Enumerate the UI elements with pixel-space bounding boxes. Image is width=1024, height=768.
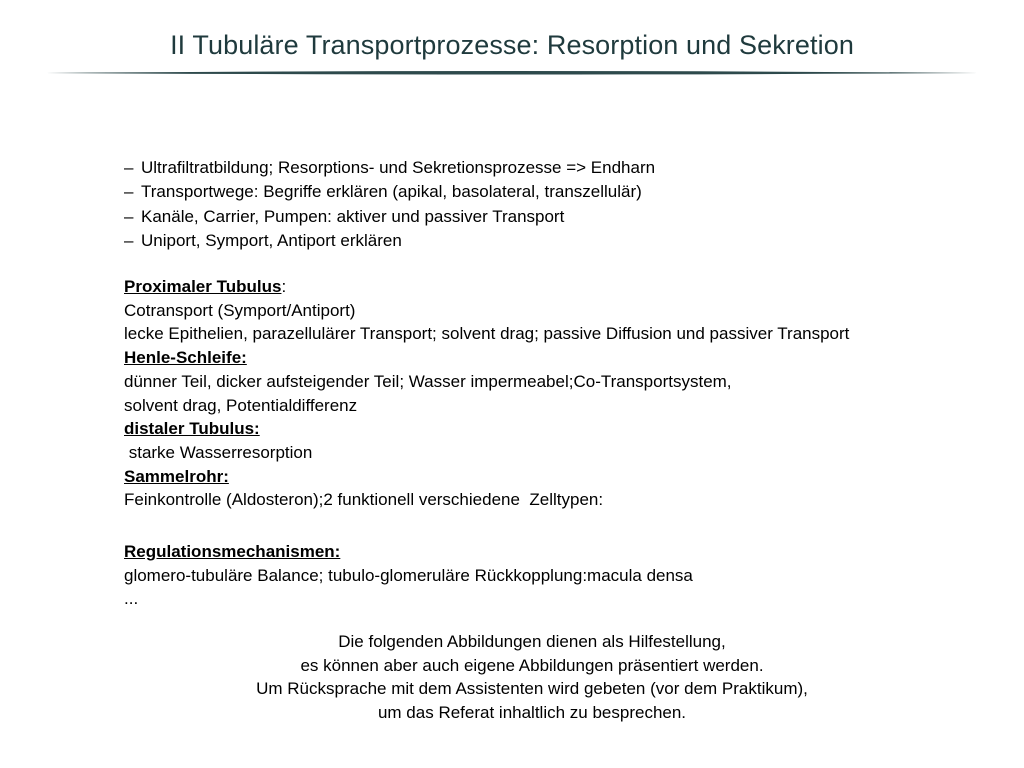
topic-item: – Transportwege: Begriffe erklären (apikal, basolateral, transzellulär) — [124, 180, 655, 204]
dash-icon: – — [124, 206, 134, 226]
heading-proximal-tubulus: Proximaler Tubulus — [124, 277, 282, 296]
note-line: um das Referat inhaltlich zu besprechen. — [377, 703, 687, 723]
note-line: Um Rücksprache mit dem Assistenten wird gebeten (vor dem Praktikum), — [256, 679, 808, 699]
section-line: starke Wasserresorption — [124, 442, 313, 462]
heading-henle-schleife: Henle-Schleife: — [124, 348, 247, 368]
section-line: lecke Epithelien, parazellulärer Transport; solvent drag; passive Diffusion und passiver Transport — [124, 324, 850, 344]
title-divider — [46, 70, 978, 76]
topic-item: – Uniport, Symport, Antiport erklären — [124, 229, 655, 253]
section-line: Feinkontrolle (Aldosteron);2 funktionell verschiedene Zelltypen: — [124, 490, 604, 510]
dash-icon: – — [124, 230, 134, 250]
section-line: glomero-tubuläre Balance; tubulo-glomeruläre Rückkopplung:macula densa — [124, 565, 693, 585]
section-line: dünner Teil, dicker aufsteigender Teil; Wasser impermeabel;Co-Transportsystem, — [124, 371, 732, 391]
heading-sammelrohr: Sammelrohr: — [124, 466, 229, 486]
dash-icon: – — [124, 158, 134, 177]
slide-title: II Tubuläre Transportprozesse: Resorption und Sekretion — [170, 30, 854, 60]
section-line: Cotransport (Symport/Antiport) — [124, 300, 356, 320]
heading-regulationsmechanismen: Regulationsmechanismen: — [124, 542, 341, 561]
section-proximal: Proximaler Tubulus: Cotransport (Symport/Antiport) lecke Epithelien, parazellulärer Transport; solvent drag; passive Diffusion und passiver Transport Henle-Schleife: dünner Teil, dicker aufsteigender Teil; Wasser impermeabel;Co-Transportsystem, solvent drag, Potentialdifferenz distaler Tubulus: starke Wasserresorption Sammelrohr: Feinkontrolle (Aldosteron);2 funktionell verschiedene Zelltypen: — [124, 275, 849, 512]
topic-list — [124, 156, 655, 253]
topic-item: – Ultrafiltratbildung; Resorptions- und Sekretionsprozesse => Endharn — [124, 156, 655, 180]
note-line: Die folgenden Abbildungen dienen als Hilfestellung, — [338, 632, 726, 651]
note-line: es können aber auch eigene Abbildungen präsentiert werden. — [300, 655, 764, 675]
heading-distaler-tubulus: distaler Tubulus: — [124, 419, 260, 439]
section-regulation — [124, 540, 693, 611]
dash-icon: – — [124, 182, 134, 202]
section-line: ... — [124, 589, 139, 609]
topic-item: – Kanäle, Carrier, Pumpen: aktiver und passiver Transport — [124, 205, 655, 229]
assistant-note — [0, 630, 1024, 725]
section-line: solvent drag, Potentialdifferenz — [124, 395, 358, 415]
